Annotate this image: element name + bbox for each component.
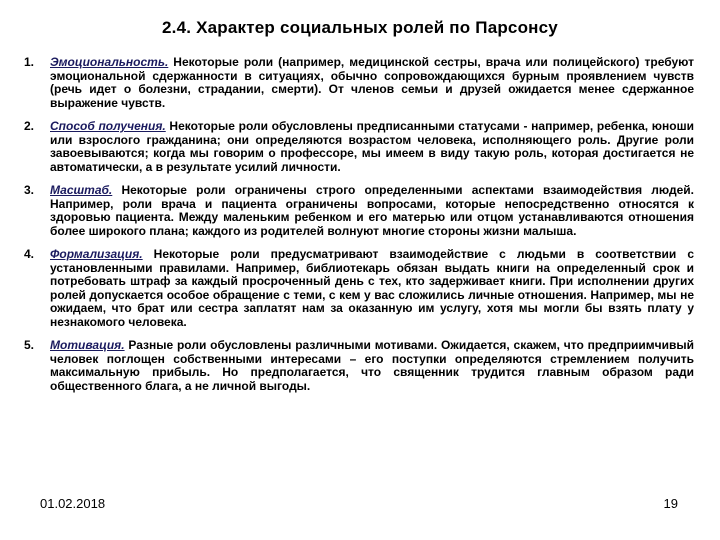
item-body — [50, 248, 694, 329]
item-text: Некоторые роли (например, медицинской сестры, врача или полицейского) требуют эмоциональной сдержанности в ситуациях, обычно сопровождающихся бурным проявлением чувств (речь идет о болезни, страдании, смерти). От членов семьи и друзей ожидается менее сдержанное выражение чувств. — [50, 55, 694, 110]
item-body — [50, 339, 694, 393]
item-term: Формализация. — [50, 247, 143, 261]
item-number: 5. — [24, 338, 35, 352]
list-item-emotionality — [24, 56, 694, 110]
item-text: Разные роли обусловлены различными мотивами. Ожидается, скажем, что предприимчивый человек поглощен собственными интересами – его поступки определяются стремлением получить максимальную прибыль. Но предполагается, что священник трудится главным образом ради общественного блага, а не личной выгоды. — [50, 338, 694, 393]
item-body — [50, 56, 694, 110]
list-item-acquisition — [24, 120, 694, 174]
item-number: 2. — [24, 119, 35, 133]
roles-list — [24, 56, 694, 403]
list-item-motivation — [24, 339, 694, 393]
list-item-scale — [24, 184, 694, 238]
item-text: Некоторые роли ограничены строго определенными аспектами взаимодействия людей. Например, роли врача и пациента ограничены вопросами, которые непосредственно относятся к здоровью пациента. Между маленьким ребенком и его матерью или отцом устанавливаются отношения более широкого плана; каждого из родителей волнуют многие стороны жизни малыша. — [50, 183, 694, 238]
item-text: Некоторые роли обусловлены предписанными статусами - например, ребенка, юноши или взрослого гражданина; они определяются возрастом человека, исполняющего роль. Другие роли завоевываются; когда мы говорим о профессоре, мы имеем в виду такую роль, которая достигается не автоматически, а в результате усилий личности. — [50, 119, 694, 174]
item-term: Мотивация. — [50, 338, 125, 352]
footer-date: 01.02.2018 — [40, 496, 106, 511]
item-number: 4. — [24, 247, 35, 261]
item-text: Некоторые роли предусматривают взаимодействие с людьми в соответствии с установленными правилами. Например, библиотекарь обязан выдать книги на определенный срок и потребовать штраф за каждый просроченный день с тех, кто задерживает книги. При исполнении других ролей допускается особое обращение с теми, с кем у вас сложились личные отношения. Например, мы не ожидаем, что брат или сестра заплатят нам за оказанную им услугу, хотя мы могли бы взять плату у незнакомого человека. — [50, 247, 694, 329]
item-body — [50, 120, 694, 174]
item-term: Эмоциональность. — [50, 55, 169, 69]
item-body — [50, 184, 694, 238]
list-item-formalization — [24, 248, 694, 329]
item-number: 3. — [24, 183, 35, 197]
item-term: Масштаб. — [50, 183, 113, 197]
item-number: 1. — [24, 55, 35, 69]
item-term: Способ получения. — [50, 119, 166, 133]
slide-title: 2.4. Характер социальных ролей по Парсонсу — [162, 18, 558, 37]
page-number: 19 — [663, 496, 678, 511]
